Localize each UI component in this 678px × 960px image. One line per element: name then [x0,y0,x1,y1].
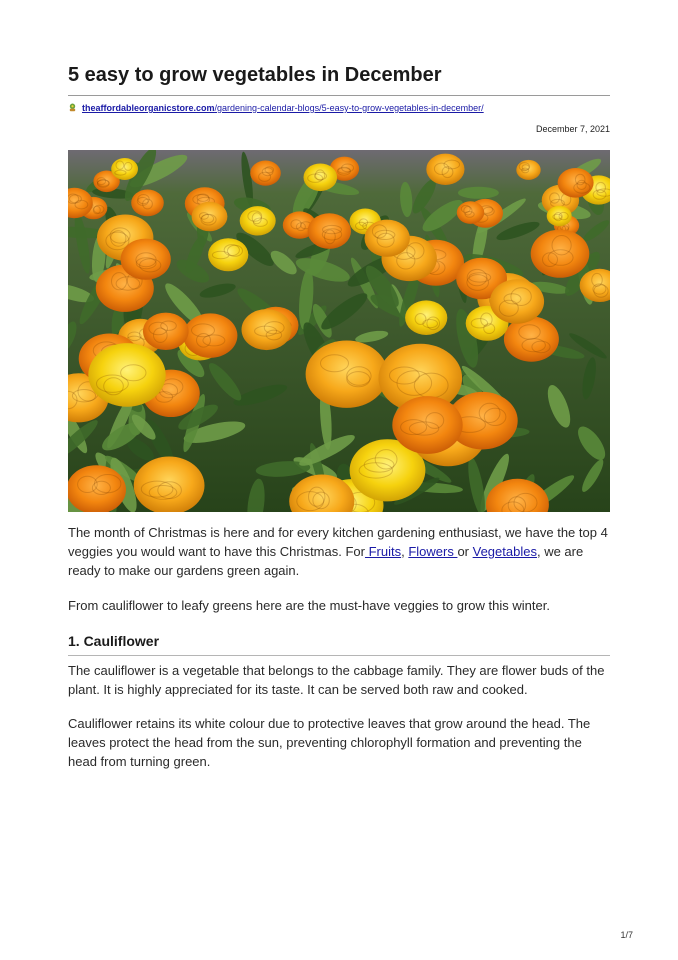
source-line [68,101,610,115]
flowers-link[interactable]: Flowers [408,544,458,559]
marigold-bloom [242,309,292,350]
marigold-bloom [457,201,484,224]
marigold-bloom [365,220,410,257]
fruits-link[interactable]: Fruits [364,544,402,559]
marigold-bloom [405,300,447,335]
lead-paragraph: From cauliflower to leafy greens here are the must-have veggies to grow this winter. [68,598,550,613]
marigold-bloom [516,160,540,180]
marigold-bloom [306,341,388,408]
cauliflower-paragraph-2: Cauliflower retains its white colour due to protective leaves that grow around the head. The leaves protect the head from the sun, preventing chlorophyll formation and preventing the head from turning green. [68,716,591,769]
cauliflower-paragraph-1: The cauliflower is a vegetable that belongs to the cabbage family. They are flower buds of the plant. It is highly appreciated for its taste. It can be served both raw and cooked. [68,663,605,697]
marigold-bloom [192,202,228,231]
marigold-bloom [131,190,164,217]
vegetables-link[interactable]: Vegetables [472,544,537,559]
section-heading-cauliflower: 1. Cauliflower [68,633,160,649]
section-divider [68,655,610,656]
page-number: 1/7 [620,930,633,940]
leaf-shape [458,187,499,199]
intro-text-end: , we are ready to make our gardens green again. [68,544,584,578]
marigold-bloom [531,230,590,278]
marigold-bloom [134,457,205,513]
marigold-bloom [121,239,171,280]
marigold-bloom [183,313,237,357]
marigold-bloom [111,158,138,180]
article-title: 5 easy to grow vegetables in December [68,64,442,86]
marigold-bloom [308,213,351,249]
intro-paragraph [68,523,610,580]
intro-separator: or [457,544,473,559]
marigold-bloom [426,154,464,185]
hero-illustration [68,150,610,512]
marigold-flowers-image [68,150,610,512]
store-logo-icon [68,103,77,112]
source-domain-link[interactable]: theaffordableorganicstore.com [82,103,215,113]
intro-text: The month of Christmas is here and for every kitchen gardening enthusiast, we have the top 4 veggies you would want to have this Christmas. For [68,525,608,559]
title-divider [68,95,610,96]
marigold-bloom [547,206,572,227]
marigold-bloom [558,168,594,198]
intro-separator: , [401,544,409,559]
article-date: December 7, 2021 [535,124,610,134]
source-path-link[interactable]: /gardening-calendar-blogs/5-easy-to-grow-vegetables-in-december/ [214,103,484,113]
marigold-bloom [250,161,281,186]
marigold-bloom [88,343,165,407]
marigold-bloom [240,206,276,235]
marigold-bloom [490,279,544,323]
marigold-bloom [143,313,189,350]
marigold-bloom [392,396,462,454]
marigold-bloom [208,238,248,271]
marigold-bloom [304,164,338,192]
